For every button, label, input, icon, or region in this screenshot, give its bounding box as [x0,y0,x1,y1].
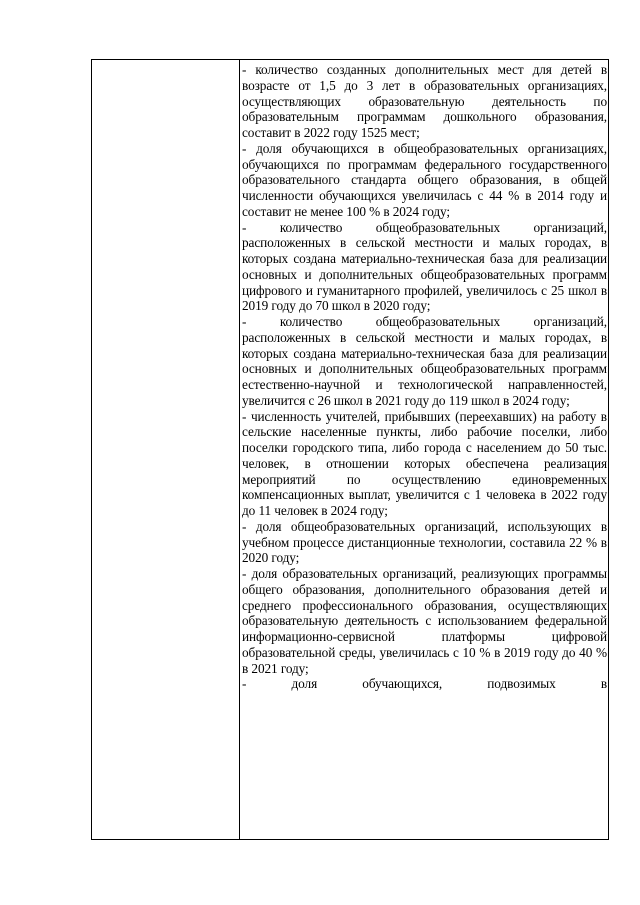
table-left-column [92,60,240,839]
indicator-paragraph-8: - доля обучающихся, подвозимых в [242,676,607,692]
indicator-paragraph-2: - доля обучающихся в общеобразовательных организациях, обучающихся по программам федерального государственного образовательного стандарта общего образования, в общей численности обучающихся увеличилась с 44 % в 2014 году и составит не менее 100 % в 2024 году; [242,140,607,219]
indicator-paragraph-6: - доля общеобразовательных организаций, использующих в учебном процессе дистанционные технологии, составила 22 % в 2020 году; [242,518,607,566]
document-table [91,59,609,840]
indicator-paragraph-3: - количество общеобразовательных организаций, расположенных в сельской местности и малых городах, в которых создана материально-техническая база для реализации основных и дополнительных общеобразовательных программ цифрового и гуманитарного профилей, увеличилось с 25 школ в 2019 году до 70 школ в 2020 году; [242,219,607,314]
indicator-paragraph-1: - количество созданных дополнительных мест для детей в возрасте от 1,5 до 3 лет в образовательных организациях, осуществляющих образовательную деятельность по образовательным программам дошкольного образования, составит в 2022 году 1525 мест; [242,62,607,140]
indicator-paragraph-7: - доля образовательных организаций, реализующих программы общего образования, дополнительного образования детей и среднего профессионального образования, осуществляющих образовательную деятельность с использованием федеральной информационно-сервисной платформы цифровой образовательной среды, увеличилась с 10 % в 2019 году до 40 % в 2021 году; [242,566,607,676]
indicator-paragraph-5: - численность учителей, прибывших (переехавших) на работу в сельские населенные пункты, либо рабочие поселки, либо поселки городского типа, либо города с населением до 50 тыс. человек, в отношении которых обеспечена реализация мероприятий по осуществлению единовременных компенсационных выплат, увеличится с 1 человека в 2022 году до 11 человек в 2024 году; [242,408,607,518]
indicator-paragraph-4: - количество общеобразовательных организаций, расположенных в сельской местности и малых городах, в которых создана материально-техническая база для реализации основных и дополнительных общеобразовательных программ естественно-научной и технологической направленностей, увеличится с 26 школ в 2021 году до 119 школ в 2024 году; [242,314,607,408]
table-right-column [240,60,609,839]
